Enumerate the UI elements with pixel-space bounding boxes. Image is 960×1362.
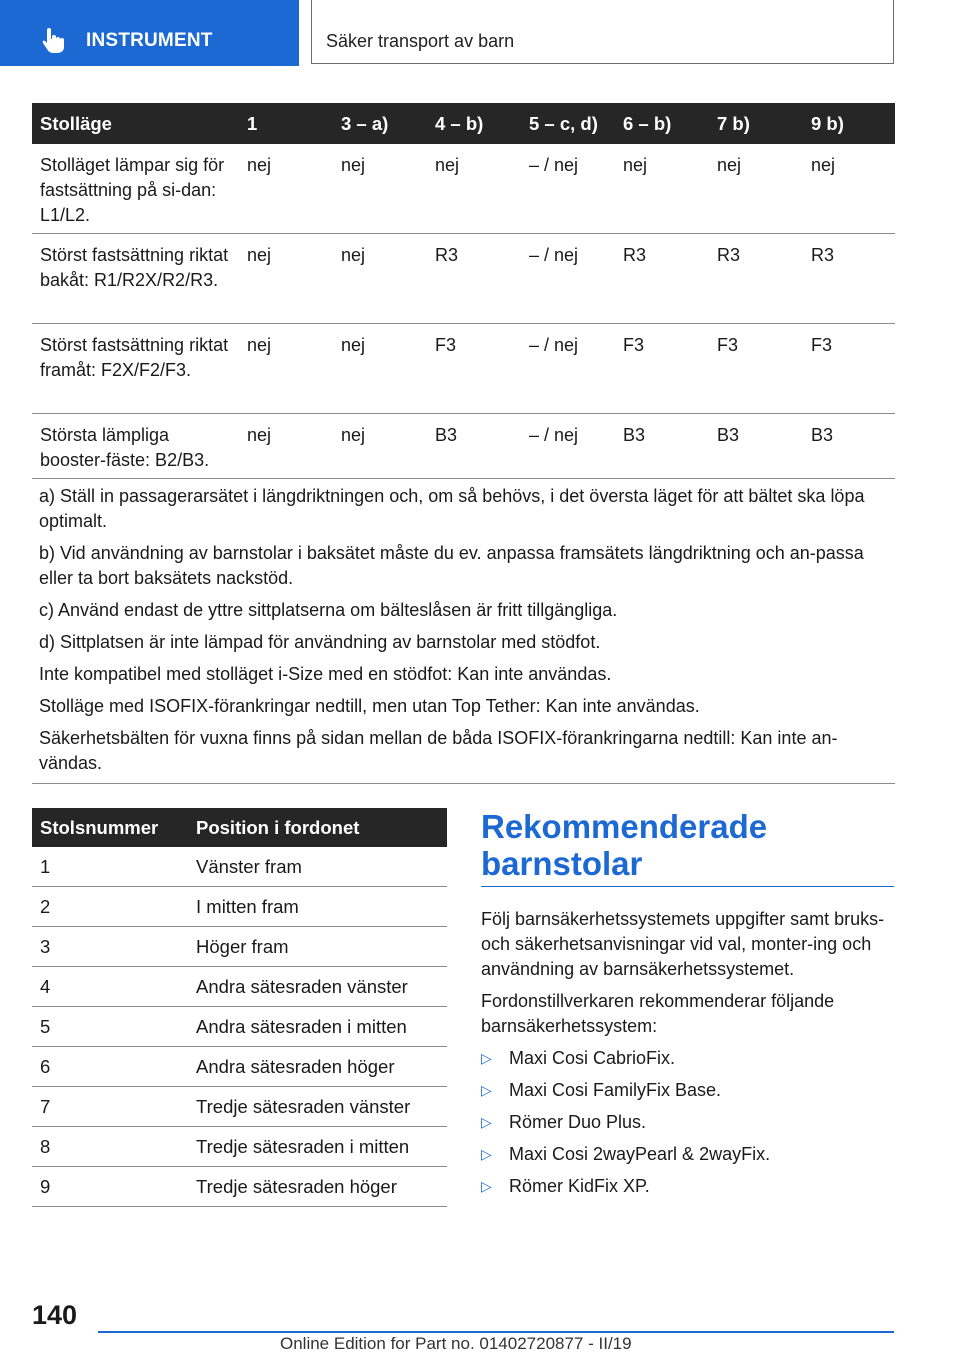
column-header: Stolsnummer — [32, 808, 188, 847]
seat-position: Andra sätesraden vänster — [188, 967, 447, 1007]
row-label: Stolläget lämpar sig för fastsättning på si-dan: L1/L2. — [32, 144, 239, 234]
table-cell: nej — [239, 234, 333, 324]
seat-number: 6 — [32, 1047, 188, 1087]
seat-position: Andra sätesraden i mitten — [188, 1007, 447, 1047]
table-row — [32, 847, 447, 887]
recommended-section — [481, 907, 894, 1206]
list-item — [481, 1174, 894, 1199]
recommended-seat-list — [481, 1046, 894, 1199]
table-cell: R3 — [615, 234, 709, 324]
column-header: 5 – c, d) — [521, 103, 615, 144]
seat-position: I mitten fram — [188, 887, 447, 927]
table-row — [32, 887, 447, 927]
footer-divider — [98, 1331, 894, 1333]
section-tab[interactable] — [0, 0, 299, 66]
table-cell: F3 — [709, 324, 803, 414]
table-row — [32, 927, 447, 967]
triangle-bullet-icon: ▷ — [481, 1146, 492, 1162]
footnote: Stolläge med ISOFIX-förankringar nedtill, men utan Top Tether: Kan inte användas. — [39, 696, 700, 716]
column-header: 7 b) — [709, 103, 803, 144]
table-cell: R3 — [803, 234, 895, 324]
list-item-text: Maxi Cosi FamilyFix Base. — [509, 1080, 722, 1100]
seat-number: 7 — [32, 1087, 188, 1127]
triangle-bullet-icon: ▷ — [481, 1050, 492, 1066]
table-cell: – / nej — [521, 234, 615, 324]
triangle-bullet-icon: ▷ — [481, 1114, 492, 1130]
table-row — [32, 967, 447, 1007]
list-item — [481, 1046, 894, 1071]
table-cell: nej — [333, 324, 427, 414]
table-cell: nej — [427, 144, 521, 234]
chapter-title: Säker transport av barn — [326, 31, 515, 51]
section-heading: Rekommenderade barnstolar — [481, 808, 894, 887]
paragraph: Fordonstillverkaren rekommenderar följande barnsäkerhetssystem: — [481, 991, 835, 1036]
page-number: 140 — [32, 1300, 78, 1330]
column-header: Stolläge — [32, 103, 239, 144]
list-item — [481, 1110, 894, 1135]
triangle-bullet-icon: ▷ — [481, 1082, 492, 1098]
footnote: b) Vid användning av barnstolar i baksätet måste du ev. anpassa framsätets längdriktning och an-passa eller ta bort baksätets nackstöd. — [39, 543, 864, 588]
table-row — [32, 1167, 447, 1207]
table-footnotes — [32, 484, 895, 784]
footnote: c) Använd endast de yttre sittplatserna om bälteslåsen är fritt tillgängliga. — [39, 600, 618, 620]
seat-position: Tredje sätesraden vänster — [188, 1087, 447, 1127]
seat-position: Höger fram — [188, 927, 447, 967]
seat-number: 5 — [32, 1007, 188, 1047]
table-row — [32, 414, 895, 479]
row-label: Störst fastsättning riktat framåt: F2X/F2/F3. — [32, 324, 239, 414]
seat-number: 1 — [32, 847, 188, 887]
seat-number: 3 — [32, 927, 188, 967]
list-item-text: Maxi Cosi 2wayPearl & 2wayFix. — [509, 1144, 771, 1164]
footnote: Säkerhetsbälten för vuxna finns på sidan mellan de båda ISOFIX-förankringarna nedtill: Kan inte an-vändas. — [39, 728, 838, 773]
table-row — [32, 1007, 447, 1047]
table-cell: B3 — [427, 414, 521, 479]
footnote: a) Ställ in passagerarsätet i längdriktningen och, om så behövs, i det översta läget för att bältet ska löpa optimalt. — [39, 486, 865, 531]
footnote: Inte kompatibel med stolläget i-Size med en stödfot: Kan inte användas. — [39, 664, 612, 684]
table-cell: F3 — [803, 324, 895, 414]
list-item — [481, 1142, 894, 1167]
row-label: Största lämpliga booster-fäste: B2/B3. — [32, 414, 239, 479]
table-cell: F3 — [427, 324, 521, 414]
column-header: 9 b) — [803, 103, 895, 144]
table-row — [32, 1047, 447, 1087]
seat-position: Vänster fram — [188, 847, 447, 887]
table-header-row — [32, 808, 447, 847]
table-cell: nej — [239, 144, 333, 234]
seat-position: Tredje sätesraden höger — [188, 1167, 447, 1207]
table-row — [32, 144, 895, 234]
table-header-row — [32, 103, 895, 144]
column-header: 4 – b) — [427, 103, 521, 144]
list-item-text: Römer KidFix XP. — [509, 1176, 650, 1196]
table-cell: nej — [239, 324, 333, 414]
row-label: Störst fastsättning riktat bakåt: R1/R2X/R2/R3. — [32, 234, 239, 324]
table-cell: R3 — [427, 234, 521, 324]
table-cell: – / nej — [521, 324, 615, 414]
table-cell: – / nej — [521, 414, 615, 479]
seat-number: 8 — [32, 1127, 188, 1167]
table-cell: F3 — [615, 324, 709, 414]
column-header: Position i fordonet — [188, 808, 447, 847]
list-item-text: Römer Duo Plus. — [509, 1112, 647, 1132]
seat-position: Tredje sätesraden i mitten — [188, 1127, 447, 1167]
edition-text: Online Edition for Part no. 01402720877 - II/19 — [280, 1334, 632, 1353]
table-cell: nej — [615, 144, 709, 234]
pointer-hand-icon — [40, 28, 66, 54]
table-cell: nej — [333, 234, 427, 324]
footnote: d) Sittplatsen är inte lämpad för användning av barnstolar med stödfot. — [39, 632, 601, 652]
paragraph: Följ barnsäkerhetssystemets uppgifter samt bruks- och säkerhetsanvisningar vid val, monter-ing och användning av barnsäkerhetssystemet. — [481, 909, 885, 979]
table-cell: nej — [239, 414, 333, 479]
seat-number: 2 — [32, 887, 188, 927]
section-label: INSTRUMENT — [86, 30, 213, 51]
column-header: 1 — [239, 103, 333, 144]
table-row — [32, 1127, 447, 1167]
table-cell: B3 — [709, 414, 803, 479]
seat-number: 4 — [32, 967, 188, 1007]
table-cell: nej — [333, 414, 427, 479]
column-header: 6 – b) — [615, 103, 709, 144]
table-cell: nej — [803, 144, 895, 234]
seat-position: Andra sätesraden höger — [188, 1047, 447, 1087]
seat-position-table — [32, 808, 447, 1207]
table-cell: nej — [333, 144, 427, 234]
table-cell: B3 — [615, 414, 709, 479]
table-cell: B3 — [803, 414, 895, 479]
table-cell: R3 — [709, 234, 803, 324]
table-cell: – / nej — [521, 144, 615, 234]
seat-number: 9 — [32, 1167, 188, 1207]
table-row — [32, 324, 895, 414]
list-item-text: Maxi Cosi CabrioFix. — [509, 1048, 676, 1068]
chapter-title-box — [311, 0, 894, 64]
table-row — [32, 234, 895, 324]
column-header: 3 – a) — [333, 103, 427, 144]
table-cell: nej — [709, 144, 803, 234]
table-row — [32, 1087, 447, 1127]
list-item — [481, 1078, 894, 1103]
isofix-compatibility-table — [32, 103, 895, 479]
triangle-bullet-icon: ▷ — [481, 1178, 492, 1194]
